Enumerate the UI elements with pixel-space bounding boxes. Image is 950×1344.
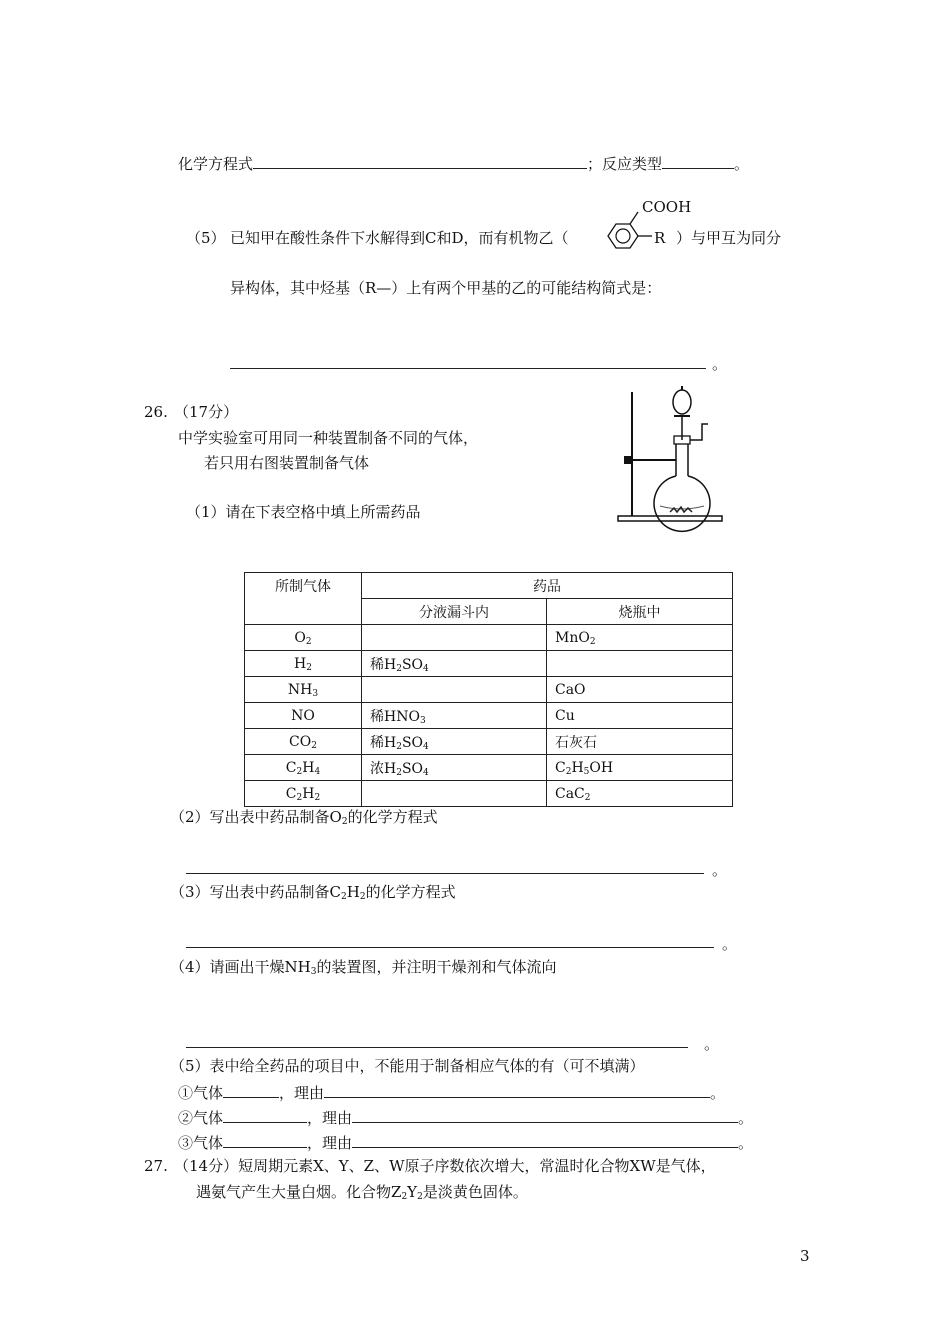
gas-label: 气体 (193, 1084, 224, 1102)
table-row (245, 677, 733, 703)
q26-number: 26. (144, 403, 168, 421)
answer-item-2 (178, 1106, 753, 1128)
item-mark: ② (178, 1109, 194, 1127)
q26-score: （17分） (174, 403, 239, 421)
q5-answer-blank[interactable] (230, 368, 706, 369)
funnel-cell: 稀$H_2SO_4$ (362, 651, 547, 677)
reason-blank[interactable] (352, 1131, 738, 1148)
q26-intro2: 若只用右图装置制备气体 (204, 454, 370, 472)
reason-blank[interactable] (352, 1106, 738, 1123)
funnel-cell[interactable] (362, 625, 547, 651)
item-mark: ① (178, 1084, 194, 1102)
flask-cell: CaO (547, 677, 733, 703)
flask-cell: 石灰石 (547, 729, 733, 755)
gas-label: 气体 (193, 1134, 224, 1152)
gas-cell: NO (245, 703, 362, 729)
q5-number: （5） (186, 229, 226, 247)
answer-item-3 (178, 1131, 753, 1153)
q5-line2: 异构体，其中烃基（R—）上有两个甲基的乙的可能结构简式是： (230, 279, 662, 297)
reaction-type-label: ；反应类型 (587, 155, 663, 173)
gas-cell: $CO_2$ (245, 729, 362, 755)
flask-cell[interactable] (547, 651, 733, 677)
structure-side-group: R (654, 229, 666, 247)
gas-cell: $NH_3$ (245, 677, 362, 703)
page-number: 3 (800, 1247, 810, 1265)
q26-sub5: （5）表中给全药品的项目中，不能用于制备相应气体的有（可不填满） (170, 1057, 645, 1075)
header-drugs: 药品 (362, 573, 733, 599)
q26-sub4: （4）请画出干燥$NH_3$的装置图，并注明干燥剂和气体流向 (170, 958, 557, 977)
funnel-cell[interactable] (362, 677, 547, 703)
q5-text-b: ）与甲互为同分 (676, 229, 782, 247)
equation-label: 化学方程式 (178, 155, 254, 173)
reaction-type-blank[interactable] (662, 152, 734, 169)
table-row (245, 651, 733, 677)
table-row (245, 755, 733, 781)
gas-cell: $C_2H_4$ (245, 755, 362, 781)
gas-cell: $O_2$ (245, 625, 362, 651)
line-end: 。 (734, 155, 750, 173)
item-end: 。 (738, 1134, 754, 1152)
gas-cell: $H_2$ (245, 651, 362, 677)
reason-label: ，理由 (307, 1109, 353, 1127)
header-funnel: 分液漏斗内 (362, 599, 547, 625)
item-mark: ③ (178, 1134, 194, 1152)
header-flask: 烧瓶中 (547, 599, 733, 625)
flask-cell: $C_2H_5OH$ (547, 755, 733, 781)
gas-label: 气体 (193, 1109, 224, 1127)
structure-top-group: COOH (642, 198, 692, 216)
flask-cell: MnO$_2$ (547, 625, 733, 651)
gas-apparatus-figure (614, 384, 730, 526)
q26-sub2: （2）写出表中药品制备$O_2$的化学方程式 (170, 808, 438, 827)
reagent-table (244, 572, 733, 807)
flask-cell: CaC$_2$ (547, 781, 733, 807)
q26-sub1: （1）请在下表空格中填上所需药品 (186, 503, 421, 521)
equation-line (178, 152, 749, 174)
funnel-cell[interactable] (362, 781, 547, 807)
sub2-end: 。 (712, 861, 728, 879)
sub3-answer-blank[interactable] (186, 947, 714, 948)
q27-line1: （14分）短周期元素X、Y、Z、W原子序数依次增大，常温时化合物XW是气体， (174, 1157, 716, 1175)
q5-text-a: 已知甲在酸性条件下水解得到C和D，而有机物乙（ (230, 229, 569, 247)
gas-cell: $C_2H_2$ (245, 781, 362, 807)
item-end: 。 (738, 1109, 754, 1127)
funnel-cell: 稀$HNO_3$ (362, 703, 547, 729)
reason-label: ，理由 (279, 1084, 325, 1102)
table-row (245, 703, 733, 729)
answer-item-1 (178, 1081, 725, 1103)
item-end: 。 (710, 1084, 726, 1102)
gas-blank[interactable] (223, 1081, 279, 1098)
q27-number: 27. (144, 1157, 168, 1175)
header-gas: 所制气体 (245, 573, 362, 625)
funnel-cell: 稀$H_2SO_4$ (362, 729, 547, 755)
reason-label: ，理由 (307, 1134, 353, 1152)
funnel-cell: 浓$H_2SO_4$ (362, 755, 547, 781)
flask-cell: Cu (547, 703, 733, 729)
sub4-answer-blank[interactable] (186, 1047, 688, 1048)
sub2-answer-blank[interactable] (186, 873, 704, 874)
q26-intro1: 中学实验室可用同一种装置制备不同的气体， (178, 429, 479, 447)
reason-blank[interactable] (324, 1081, 710, 1098)
table-row (245, 781, 733, 807)
q5-end: 。 (712, 355, 728, 373)
q27-line2: 遇氨气产生大量白烟。化合物$Z_2Y_2$是淡黄色固体。 (196, 1183, 528, 1202)
q26-sub3: （3）写出表中药品制备$C_2H_2$的化学方程式 (170, 883, 456, 902)
equation-blank[interactable] (253, 152, 587, 169)
gas-blank[interactable] (223, 1131, 307, 1148)
table-row (245, 625, 733, 651)
gas-blank[interactable] (223, 1106, 307, 1123)
sub4-end: 。 (704, 1035, 720, 1053)
sub3-end: 。 (722, 935, 738, 953)
table-row (245, 729, 733, 755)
